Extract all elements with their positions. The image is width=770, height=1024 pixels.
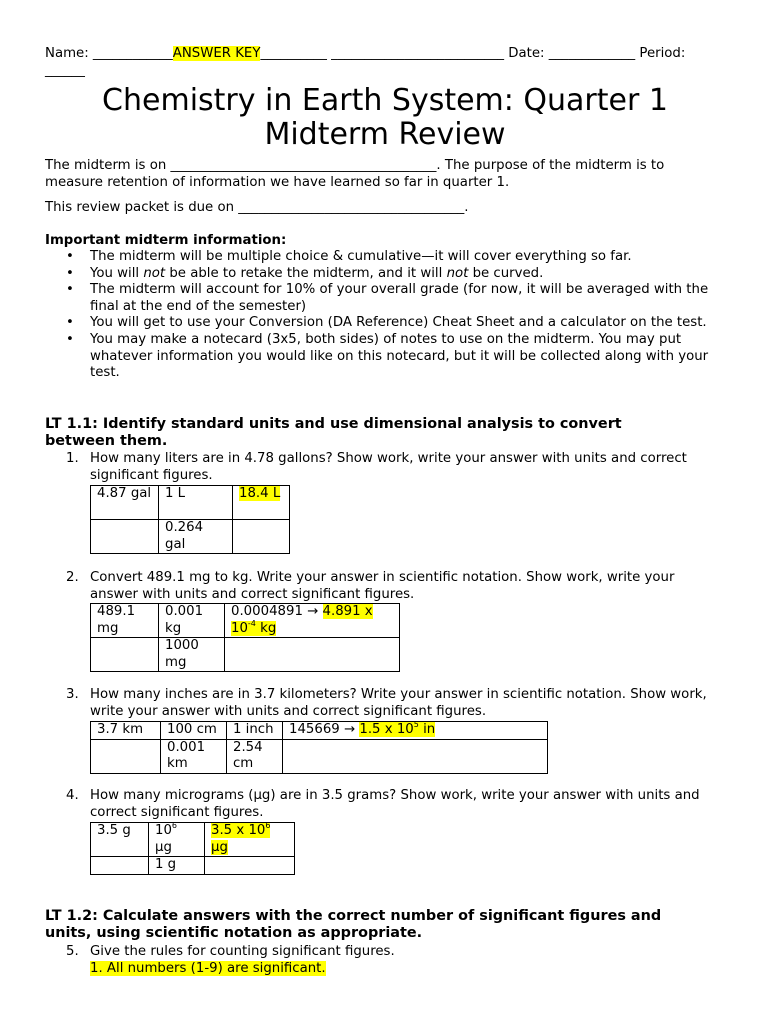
q3-work-table — [90, 721, 548, 774]
table-cell: 489.1 mg — [91, 604, 159, 638]
answer-highlight: 3.5 x $10^6$ µg — [211, 821, 271, 855]
question-5 — [66, 944, 714, 961]
table-cell: 1 inch — [227, 722, 283, 740]
table-cell — [91, 520, 159, 554]
table-cell: 3.5 g — [91, 823, 149, 857]
table-cell: 100 cm — [161, 722, 227, 740]
table-cell — [225, 638, 400, 672]
table-cell — [91, 739, 161, 773]
question-text: Give the rules for counting significant figures. — [90, 944, 395, 959]
question-number: 5. — [66, 944, 79, 959]
table-cell — [283, 739, 548, 773]
table-cell: 2.54 cm — [227, 739, 283, 773]
name-label: Name: ____________ — [45, 46, 173, 61]
list-item: • The midterm will be multiple choice & cumulative—it will cover everything so far. — [45, 249, 710, 266]
table-cell: 4.87 gal — [91, 486, 159, 520]
table-cell: $10^6$ µg — [149, 823, 205, 857]
page-title: Chemistry in Earth System: Quarter 1 Midterm Review — [102, 83, 668, 152]
list-item: • You may make a notecard (3x5, both sides) of notes to use on the midterm. You may put whatever information you would like on this notecard, but it will be collected along with your test. — [45, 332, 710, 382]
question-number: 2. — [66, 570, 79, 585]
table-cell — [233, 520, 290, 554]
table-cell — [205, 823, 295, 857]
answer-highlight: 4.891 x $10^{-4}$ kg — [231, 604, 373, 636]
answer-key-highlight: ANSWER KEY — [172, 46, 261, 61]
important-list — [45, 249, 710, 382]
table-cell: 1 L — [159, 486, 233, 520]
name-date-period-line — [45, 46, 725, 63]
answer-highlight: 18.4 L — [239, 486, 281, 501]
intro-paragraph: The midterm is on ________________________________________. The purpose of the midterm is to measure retention of information we have learned so far in quarter 1. — [45, 158, 665, 190]
period-blank: ______ — [45, 63, 85, 78]
table-cell — [91, 857, 149, 875]
q1-work-table — [90, 485, 290, 554]
answer-highlight: 1. All numbers (1-9) are significant. — [90, 961, 326, 976]
list-item: • You will get to use your Conversion (DA Reference) Cheat Sheet and a calculator on the test. — [45, 315, 710, 332]
question-3 — [66, 687, 714, 720]
question-1 — [66, 451, 714, 484]
table-cell: 0.0004891 → 4.891 x $10^{-4}$ kg — [225, 604, 400, 638]
question-number: 4. — [66, 788, 79, 803]
question-2 — [66, 570, 714, 603]
table-cell: 0.264 gal — [159, 520, 233, 554]
question-number: 3. — [66, 687, 79, 702]
table-cell: 1 g — [149, 857, 205, 875]
question-number: 1. — [66, 451, 79, 466]
table-cell: 3.7 km — [91, 722, 161, 740]
question-text: How many inches are in 3.7 kilometers? Write your answer in scientific notation. Show work, write your answer with units and correct significant figures. — [90, 687, 707, 719]
table-cell: 1000 mg — [159, 638, 225, 672]
list-item: • You will not be able to retake the midterm, and it will not be curved. — [45, 266, 710, 283]
table-cell: 0.001 km — [161, 739, 227, 773]
question-text: How many micrograms (µg) are in 3.5 grams? Show work, write your answer with units and correct significant figures. — [90, 788, 700, 820]
date-period-label: __________ __________________________ Date: _____________ Period: — [260, 46, 686, 61]
table-cell — [91, 638, 159, 672]
table-cell — [205, 857, 295, 875]
answer-highlight: 1.5 x $10^5$ in — [359, 720, 436, 737]
q4-work-table — [90, 822, 295, 875]
q2-work-table — [90, 603, 400, 672]
lt11-heading: LT 1.1: Identify standard units and use dimensional analysis to convert between them. — [45, 416, 622, 449]
question-text: Convert 489.1 mg to kg. Write your answer in scientific notation. Show work, write your answer with units and correct significant figures. — [90, 570, 675, 602]
question-4 — [66, 788, 714, 821]
question-text: How many liters are in 4.78 gallons? Show work, write your answer with units and correct significant figures. — [90, 451, 687, 483]
table-cell: 0.001 kg — [159, 604, 225, 638]
due-date-paragraph: This review packet is due on __________________________________. — [45, 200, 469, 215]
list-item: • The midterm will account for 10% of your overall grade (for now, it will be averaged with the final at the end of the semester) — [45, 282, 710, 315]
table-cell: 145669 → 1.5 x $10^5$ in — [283, 722, 548, 740]
lt12-heading: LT 1.2: Calculate answers with the correct number of significant figures and units, using scientific notation as appropriate. — [45, 908, 662, 941]
rule-1 — [90, 961, 326, 978]
table-cell — [233, 486, 290, 520]
important-heading: Important midterm information: — [45, 233, 287, 248]
